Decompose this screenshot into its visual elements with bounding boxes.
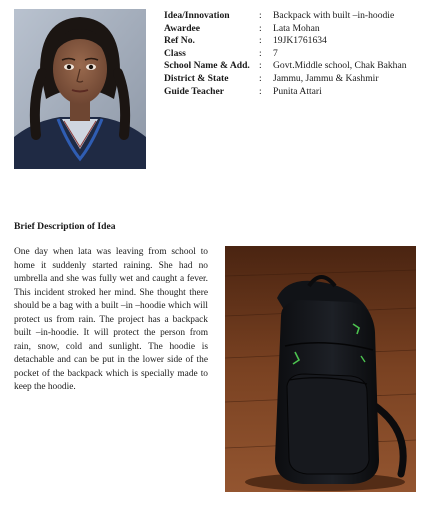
info-separator: : bbox=[259, 60, 262, 72]
info-row-guide-teacher bbox=[164, 86, 426, 99]
info-label: Class bbox=[164, 47, 186, 59]
info-label: District & State bbox=[164, 72, 229, 84]
info-row-idea bbox=[164, 10, 426, 23]
info-separator: : bbox=[259, 85, 262, 97]
info-value: Backpack with built –in-hoodie bbox=[273, 10, 395, 21]
description-text: One day when lata was leaving from school to home it suddenly started raining. She had no umbrella and she was fully wet and caught a fever. This incident stroked her mind. She thought there should be a bag with a built –in –hoodie which will protect us from rain. The project has a backpack built –in-hoodie. It will protect the person from rain, snow, cold and sunlight. The hoodie is detachable and can be put in the lower side of the pocket of the backpack which is specially made to keep the hoodie. bbox=[14, 247, 208, 392]
info-label: Ref No. bbox=[164, 35, 195, 47]
info-row-district bbox=[164, 73, 426, 86]
info-label: Guide Teacher bbox=[164, 85, 224, 97]
info-separator: : bbox=[259, 47, 262, 59]
awardee-portrait bbox=[14, 9, 146, 169]
info-row-class bbox=[164, 48, 426, 61]
awardee-info-table bbox=[164, 10, 426, 98]
info-row-school bbox=[164, 60, 426, 73]
info-value: 19JK1761634 bbox=[273, 35, 327, 47]
info-label: Idea/Innovation bbox=[164, 10, 230, 21]
info-separator: : bbox=[259, 22, 262, 34]
info-value: Govt.Middle school, Chak Bakhan bbox=[273, 60, 407, 72]
info-value: Punita Attari bbox=[273, 85, 322, 97]
info-value: Lata Mohan bbox=[273, 22, 320, 34]
info-value: 7 bbox=[273, 47, 278, 59]
description-heading: Brief Description of Idea bbox=[14, 221, 116, 232]
info-value: Jammu, Jammu & Kashmir bbox=[273, 72, 379, 84]
backpack-photo bbox=[225, 246, 416, 492]
info-label: School Name & Add. bbox=[164, 60, 250, 72]
info-row-ref-no bbox=[164, 35, 426, 48]
info-row-awardee bbox=[164, 23, 426, 36]
info-label: Awardee bbox=[164, 22, 201, 34]
info-separator: : bbox=[259, 72, 262, 84]
info-separator: : bbox=[259, 10, 262, 21]
info-separator: : bbox=[259, 35, 262, 47]
